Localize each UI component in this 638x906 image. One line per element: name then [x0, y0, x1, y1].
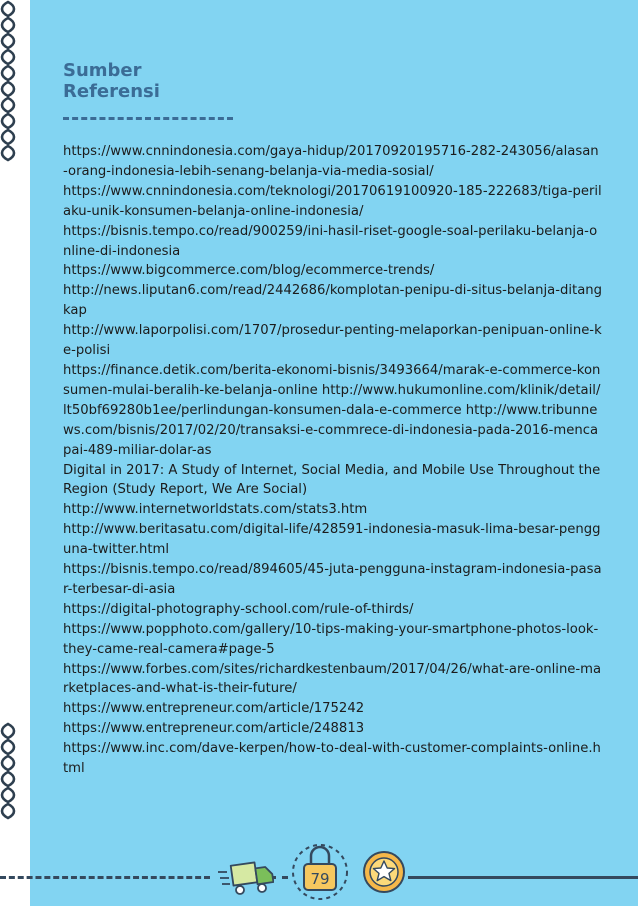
reference-item: https://finance.detik.com/berita-ekonomi-bisnis/3493664/marak-e-commerce-konsumen-mulai-beralih-ke-belanja-online http://www.hukumonline.com/klinik/detail/lt50bf69280b1ee/perlindungan-konsumen-dala-e-commerce http://www.tribunnews.com/bisnis/2017/02/20/transaksi-e-commrece-di-indonesia-pada-2016-mencapai-489-miliar-dolar-as: [63, 362, 601, 458]
reference-item: https://www.bigcommerce.com/blog/ecommerce-trends/: [63, 263, 435, 279]
reference-item: https://bisnis.tempo.co/read/900259/ini-hasil-riset-google-soal-perilaku-belanja-online-di-indonesia: [63, 223, 598, 259]
binding-coil-bottom: [0, 722, 16, 828]
reference-item: https://www.entrepreneur.com/article/175242: [63, 701, 365, 717]
padlock-icon: [286, 836, 354, 900]
reference-item: http://www.beritasatu.com/digital-life/428591-indonesia-masuk-lima-besar-pengguna-twitter.html: [63, 522, 601, 558]
star-medal-icon: [362, 848, 406, 900]
reference-item: https://www.inc.com/dave-kerpen/how-to-deal-with-customer-complaints-online.html: [63, 741, 601, 777]
truck-icon: [218, 858, 274, 898]
reference-item: http://news.liputan6.com/read/2442686/komplotan-penipu-di-situs-belanja-ditangkap: [63, 283, 603, 319]
reference-item: https://www.entrepreneur.com/article/248813: [63, 721, 365, 737]
reference-item: https://www.popphoto.com/gallery/10-tips-making-your-smartphone-photos-look-they-came-real-camera#page-5: [63, 621, 599, 657]
heading-line-1: Sumber: [63, 60, 142, 81]
reference-item: http://www.laporpolisi.com/1707/prosedur-penting-melaporkan-penipuan-online-ke-polisi: [63, 323, 602, 359]
reference-item: http://www.internetworldstats.com/stats3.htm: [63, 502, 368, 518]
heading-underline: [63, 117, 233, 120]
page-number: 79: [310, 870, 330, 888]
section-heading: [63, 60, 160, 102]
footer-line-right: [408, 876, 638, 879]
reference-item: https://www.cnnindonesia.com/teknologi/20170619100920-185-222683/tiga-perilaku-unik-konsumen-belanja-online-indonesia/: [63, 183, 602, 219]
reference-item: https://www.forbes.com/sites/richardkestenbaum/2017/04/26/what-are-online-marketplaces-and-what-is-their-future/: [63, 661, 602, 697]
heading-line-2: Referensi: [63, 81, 160, 102]
reference-item: https://digital-photography-school.com/rule-of-thirds/: [63, 601, 414, 617]
reference-list: [63, 142, 603, 779]
reference-item: https://bisnis.tempo.co/read/894605/45-juta-pengguna-instagram-indonesia-pasar-terbesar-di-asia: [63, 562, 602, 597]
binding-coil-top: [0, 0, 16, 170]
reference-item: Digital in 2017: A Study of Internet, Social Media, and Mobile Use Throughout the Region (Study Report, We Are Social): [63, 462, 601, 498]
footer-dashed-line-left: [0, 876, 210, 879]
reference-item: https://www.cnnindonesia.com/gaya-hidup/20170920195716-282-243056/alasan-orang-indonesia-lebih-senang-belanja-via-media-sosial/: [63, 144, 599, 179]
